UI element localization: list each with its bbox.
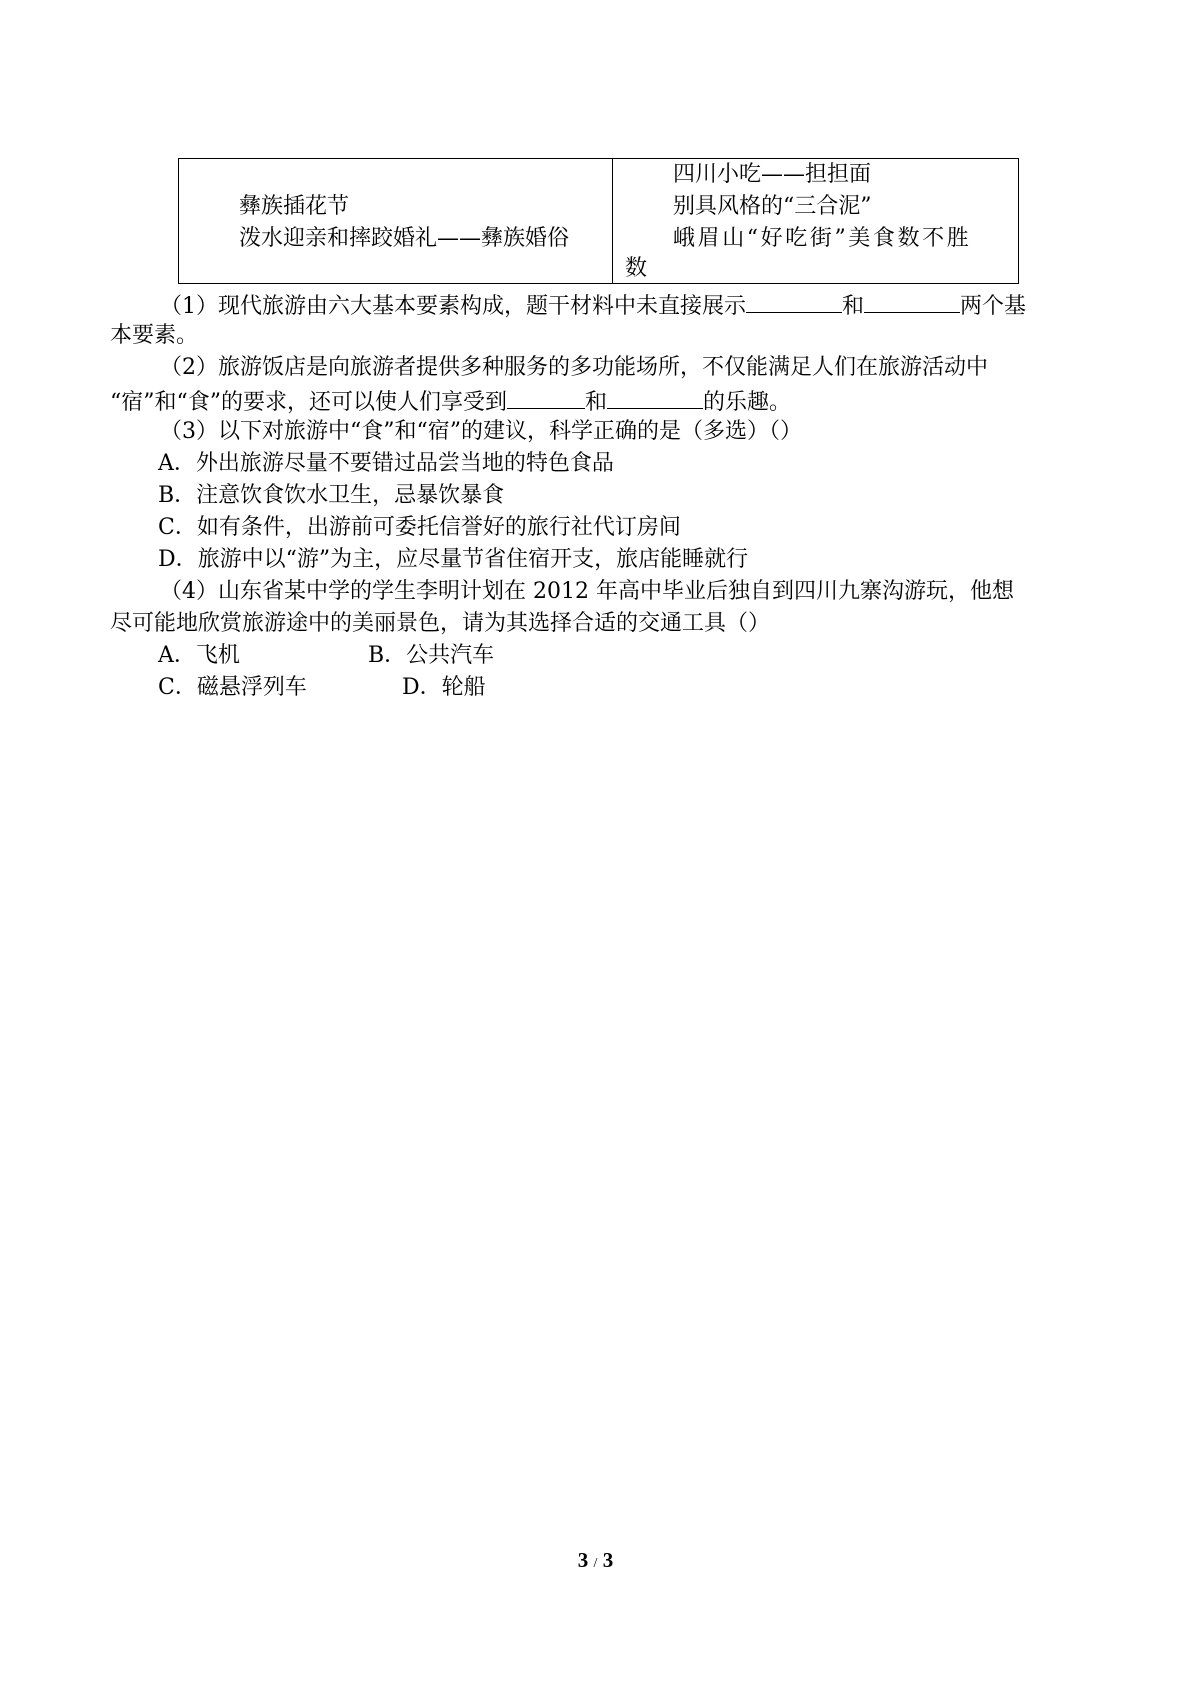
question-4-option-c: C．磁悬浮列车 (158, 675, 307, 700)
material-table (178, 158, 1019, 284)
question-4-option-a: A．飞机 (158, 643, 240, 668)
answer-blank[interactable] (607, 384, 703, 409)
question-2-line-2 (110, 384, 791, 419)
table-cell-sichuan-food (613, 159, 1019, 284)
question-3-option-b: B．注意饮食饮水卫生，忌暴饮暴食 (158, 483, 505, 508)
table-cell-yi-customs (179, 159, 613, 284)
table-line: 峨眉山“好吃街”美食数不胜 (673, 226, 972, 251)
question-text: 和 (585, 390, 608, 415)
table-line: 数 (625, 256, 648, 281)
table-line: 彝族插花节 (239, 194, 350, 219)
question-3-stem: （3）以下对旅游中“食”和“宿”的建议，科学正确的是（多选）（） (160, 419, 802, 444)
question-4-line-1: （4）山东省某中学的学生李明计划在 2012 年高中毕业后独自到四川九寨沟游玩，他想 (160, 579, 1014, 604)
question-text: 和 (842, 294, 865, 319)
question-3-option-a: A．外出旅游尽量不要错过品尝当地的特色食品 (158, 451, 614, 476)
question-text: （1）现代旅游由六大基本要素构成，题干材料中未直接展示 (160, 294, 746, 319)
question-2-line-1: （2）旅游饭店是向旅游者提供多种服务的多功能场所，不仅能满足人们在旅游活动中 (160, 355, 988, 380)
page-separator: / (593, 1556, 598, 1571)
question-text: 两个基 (960, 294, 1027, 319)
table-line: 别具风格的“三合泥” (673, 194, 872, 219)
page-current: 3 (577, 1548, 589, 1572)
question-1-line-2: 本要素。 (110, 323, 199, 348)
question-4-option-b: B．公共汽车 (368, 643, 495, 668)
question-text: 的乐趣。 (703, 390, 792, 415)
answer-blank[interactable] (746, 288, 842, 313)
question-3-option-d: D．旅游中以“游”为主，应尽量节省住宿开支，旅店能睡就行 (158, 547, 749, 572)
answer-blank[interactable] (507, 384, 585, 409)
page-number (0, 1548, 1191, 1573)
question-4-option-d: D．轮船 (402, 675, 486, 700)
question-3-option-c: C．如有条件，出游前可委托信誉好的旅行社代订房间 (158, 515, 681, 540)
question-1-line-1 (160, 288, 1026, 323)
page-total: 3 (602, 1548, 614, 1572)
question-text: “宿”和“食”的要求，还可以使人们享受到 (110, 390, 507, 415)
answer-blank[interactable] (864, 288, 960, 313)
question-4-line-2: 尽可能地欣赏旅游途中的美丽景色，请为其选择合适的交通工具（） (110, 611, 771, 636)
table-line: 泼水迎亲和摔跤婚礼——彝族婚俗 (239, 226, 570, 251)
table-line: 四川小吃——担担面 (673, 162, 872, 187)
